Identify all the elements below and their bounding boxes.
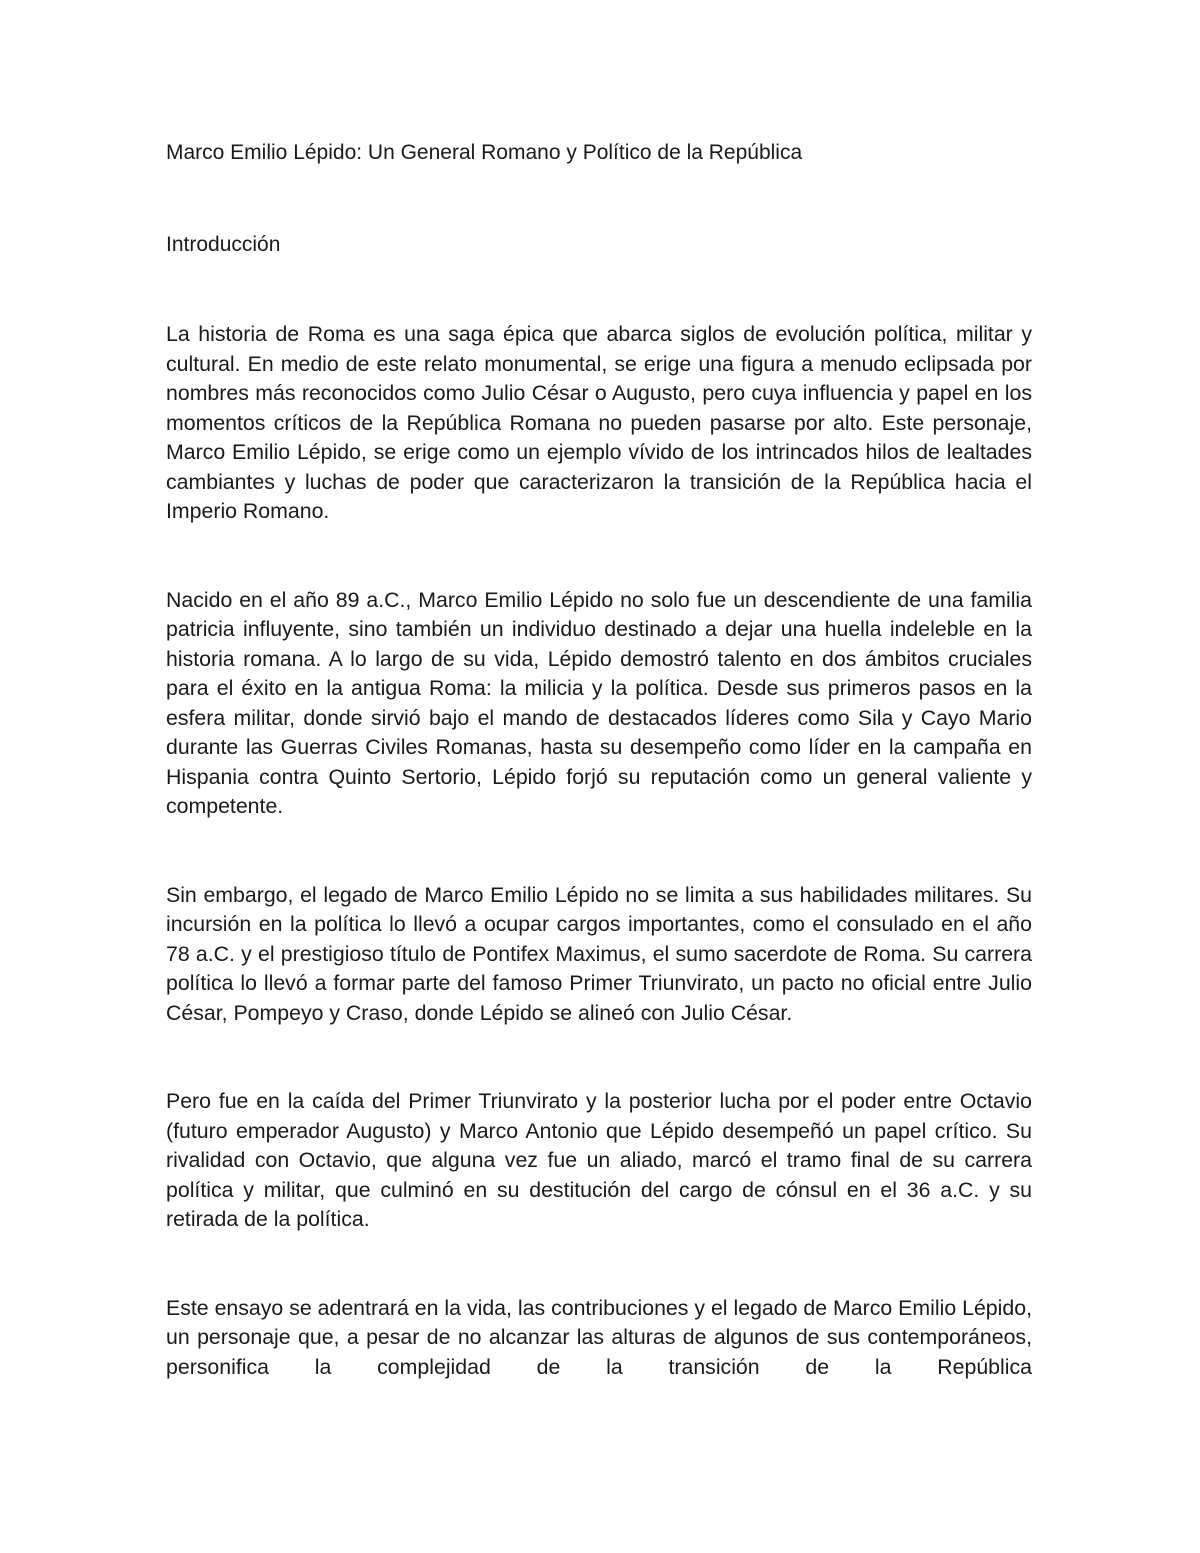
document-title: Marco Emilio Lépido: Un General Romano y Político de la República (166, 141, 803, 164)
document-body (166, 138, 1032, 1382)
section-heading-introduccion: Introducción (166, 233, 281, 256)
paragraph-3: Sin embargo, el legado de Marco Emilio Lépido no se limita a sus habilidades militares. Su incursión en la política lo llevó a ocupar cargos importantes, como el consulado en el año 78 a.C. y el prestigioso título de Pontifex Maximus, el sumo sacerdote de Roma. Su carrera política lo llevó a formar parte del famoso Primer Triunvirato, un pacto no oficial entre Julio César, Pompeyo y Craso, donde Lépido se alineó con Julio César. (166, 882, 1032, 1025)
paragraph-1: La historia de Roma es una saga épica que abarca siglos de evolución política, militar y cultural. En medio de este relato monumental, se erige una figura a menudo eclipsada por nombres más reconocidos como Julio César o Augusto, pero cuya influencia y papel en los momentos críticos de la República Romana no pueden pasarse por alto. Este personaje, Marco Emilio Lépido, se erige como un ejemplo vívido de los intrincados hilos de lealtades cambiantes y luchas de poder que caracterizaron la transición de la República hacia el Imperio Romano. (166, 322, 1032, 523)
paragraph-2: Nacido en el año 89 a.C., Marco Emilio Lépido no solo fue un descendiente de una familia patricia influyente, sino también un individuo destinado a dejar una huella indeleble en la historia romana. A lo largo de su vida, Lépido demostró talento en dos ámbitos cruciales para el éxito en la antigua Roma: la milicia y la política. Desde sus primeros pasos en la esfera militar, donde sirvió bajo el mando de destacados líderes como Sila y Cayo Mario durante las Guerras Civiles Romanas, hasta su desempeño como líder en la campaña en Hispania contra Quinto Sertorio, Lépido forjó su reputación como un general valiente y competente. (166, 587, 1032, 818)
paragraph-4: Pero fue en la caída del Primer Triunvirato y la posterior lucha por el poder entre Octavio (futuro emperador Augusto) y Marco Antonio que Lépido desempeñó un papel crítico. Su rivalidad con Octavio, que alguna vez fue un aliado, marcó el tramo final de su carrera política y militar, que culminó en su destitución del cargo de cónsul en el 36 a.C. y su retirada de la política. (166, 1089, 1032, 1231)
paragraph-5: Este ensayo se adentrará en la vida, las contribuciones y el legado de Marco Emilio Lépido, un personaje que, a pesar de no alcanzar las alturas de algunos de sus contemporáneos, personifica la complejidad de la transición de la República (166, 1295, 1032, 1379)
